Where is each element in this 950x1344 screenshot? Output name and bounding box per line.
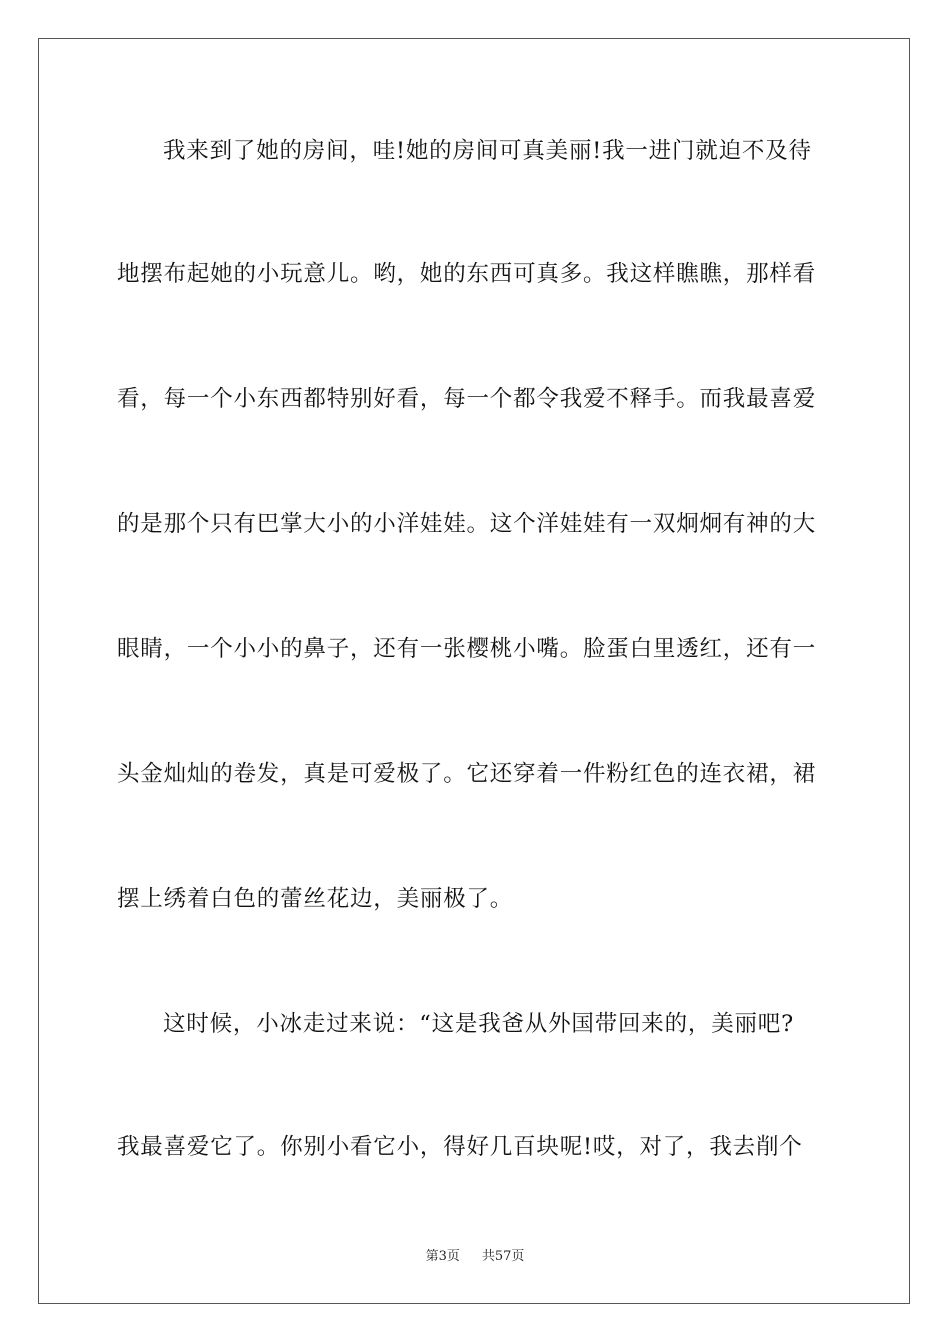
text-line: 摆上绣着白色的蕾丝花边，美丽极了。 [117, 886, 514, 912]
page-border [38, 38, 910, 1304]
text-line: 我最喜爱它了。你别小看它小，得好几百块呢!哎，对了，我去削个 [117, 1134, 803, 1160]
text-line: 地摆布起她的小玩意儿。哟，她的东西可真多。我这样瞧瞧，那样看 [117, 261, 817, 287]
total-pages: 共57页 [481, 1249, 525, 1264]
page-number: 第3页 [425, 1249, 460, 1264]
text-line: 这时候，小冰走过来说：“这是我爸从外国带回来的，美丽吧? [163, 1011, 794, 1037]
text-line: 的是那个只有巴掌大小的小洋娃娃。这个洋娃娃有一双炯炯有神的大 [117, 511, 817, 537]
page-footer [0, 1248, 950, 1266]
text-line: 头金灿灿的卷发，真是可爱极了。它还穿着一件粉红色的连衣裙，裙 [117, 761, 817, 787]
text-line: 眼睛，一个小小的鼻子，还有一张樱桃小嘴。脸蛋白里透红，还有一 [117, 636, 817, 662]
text-line: 看，每一个小东西都特别好看，每一个都令我爱不释手。而我最喜爱 [117, 386, 817, 412]
text-line: 我来到了她的房间，哇!她的房间可真美丽!我一进门就迫不及待 [163, 138, 812, 164]
